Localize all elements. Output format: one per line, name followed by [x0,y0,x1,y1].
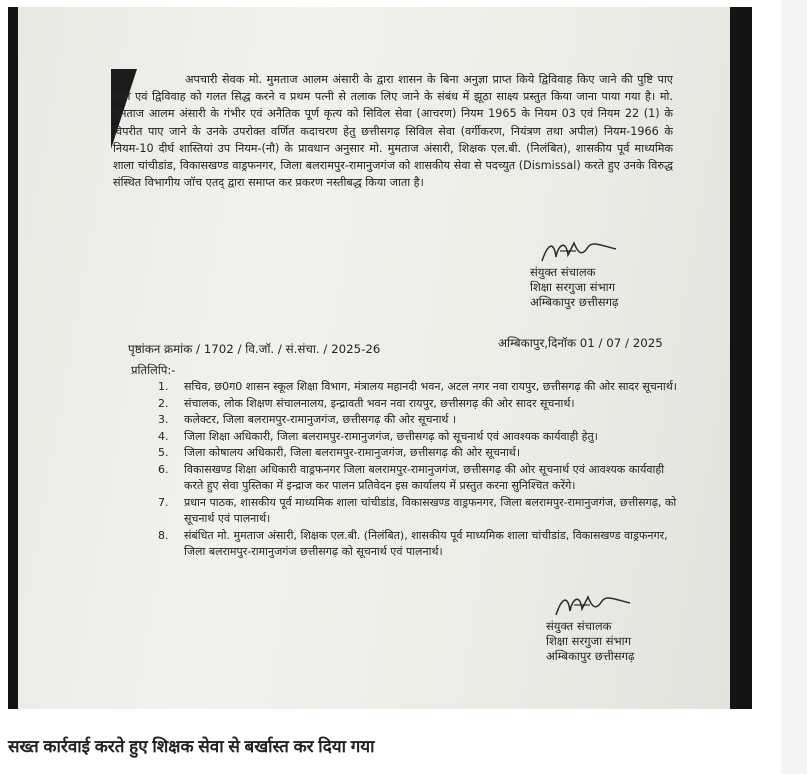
list-item: 7. प्रधान पाठक, शासकीय पूर्व माध्यमिक शाला चांचीडांड, विकासखण्ड वाड्रफनगर, जिला बलरामपुर-रामानुजगंज, छत्तीसगढ़, को सूचनार्थ एवं पालनार्थ। [158,495,677,525]
page-right-margin [781,0,807,774]
place-date: अम्बिकापुर,दिनॉक 01 / 07 / 2025 [498,336,663,350]
copy-list [158,379,683,561]
list-item: 4. जिला शिक्षा अधिकारी, जिला बलरामपुर-रामानुजगंज, छत्तीसगढ़ को सूचनार्थ एवं आवश्यक कार्यवाही हेतु। [158,429,598,443]
signature-1-office: शिक्षा सरगुजा संभाग [530,280,616,294]
signature-mark-1 [530,235,680,265]
endorsement-line [128,335,688,357]
list-item: 3. कलेक्टर, जिला बलरामपुर-रामानुजगंज, छत्तीसगढ़ की ओर सूचनार्थ । [158,413,457,426]
signature-mark-2 [546,589,696,619]
document-photo [8,7,752,709]
signature-block-1 [530,235,680,310]
signature-2-office: शिक्षा सरगुजा संभाग [546,634,632,648]
signature-2-designation: संयुक्त संचालक [546,619,612,633]
order-paragraph [113,71,673,191]
list-item: 8. संबंधित मो. मुमताज अंसारी, शिक्षक एल.बी. (निलंबित), शासकीय पूर्व माध्यमिक शाला चांचीडांड, विकासखण्ड वाड्रफनगर, जिला बलरामपुर-रामानुजगंज छत्तीसगढ़ को सूचनार्थ एवं पालनार्थ। [158,528,668,558]
signature-2-location: अम्बिकापुर छत्तीसगढ़ [546,649,635,663]
list-item: 2. संचालक, लोक शिक्षण संचालनालय, इन्द्रावती भवन नवा रायपुर, छत्तीसगढ़ की ओर सादर सूचनार्थ। [158,396,575,410]
list-item: 1. सचिव, छ0ग0 शासन स्कूल शिक्षा विभाग, मंत्रालय महानदी भवन, अटल नगर नवा रायपुर, छत्तीसगढ़ की ओर सादर सूचनार्थ। [158,380,677,393]
copy-to-label: प्रतिलिपि:- [131,363,176,377]
signature-1-designation: संयुक्त संचालक [530,265,596,279]
image-caption: सख्त कार्रवाई करते हुए शिक्षक सेवा से बर्खास्त कर दिया गया [8,737,375,756]
signature-1-location: अम्बिकापुर छत्तीसगढ़ [530,295,619,309]
order-paragraph-text: अपचारी सेवक मो. मुमताज आलम अंसारी के द्वारा शासन के बिना अनुज्ञा प्राप्त किये द्विविवाह किए जाने की पुष्टि पाए जाने एवं द्विविवाह को गलत सिद्ध करने व प्रथम पत्नी से तलाक लिए जाने के संबंध में झूठा साक्ष्य प्रस्तुत किया जाना पाया गया है। मो. मुमताज आलम अंसारी के गंभीर एवं अनैतिक पूर्ण कृत्य को सिविल सेवा (आचरण) नियम 1965 के नियम 03 एवं नियम 22 (1) के विपरीत पाए जाने के उनके उपरोक्त वर्णित कदाचरण हेतु छत्तीसगढ़ सिविल सेवा (वर्गीकरण, नियंत्रण तथा अपील) नियम-1966 के नियम-10 दीर्घ शास्तियां उप नियम-(नौ) के प्रावधान अनुसार मो. मुमताज अंसारी, शिक्षक एल.बी. (निलंबित), शासकीय पूर्व माध्यमिक शाला चांचीडांड, विकासखण्ड वाड्रफनगर, जिला बलरामपुर-रामानुजगंज को शासकीय सेवा से पदच्युत (Dismissal) करते हुए उनके विरुद्ध संस्थित विभागीय जॉच एतद् द्वारा समाप्त कर प्रकरण नस्तीबद्ध किया जाता है। [113,73,673,190]
document-paper [18,7,730,709]
list-item: 5. जिला कोषालय अधिकारी, जिला बलरामपुर-रामानुजगंज, छत्तीसगढ़ की ओर सूचनार्थ। [158,446,520,459]
list-item: 6. विकासखण्ड शिक्षा अधिकारी वाड्रफनगर जिला बलरामपुर-रामानुजगंज, छत्तीसगढ़ की ओर सूचनार्थ एवं आवश्यक कार्यवाही करते हुए सेवा पुस्तिका में इन्द्राज कर पालन प्रतिवेदन इस कार्यालय में प्रस्तुत करना सुनिश्चित करेंगे। [158,462,665,492]
signature-block-2 [546,589,696,664]
endorsement-number: पृष्ठांकन क्रमांक / 1702 / वि.जॉ. / सं.संचा. / 2025-26 [128,342,381,356]
